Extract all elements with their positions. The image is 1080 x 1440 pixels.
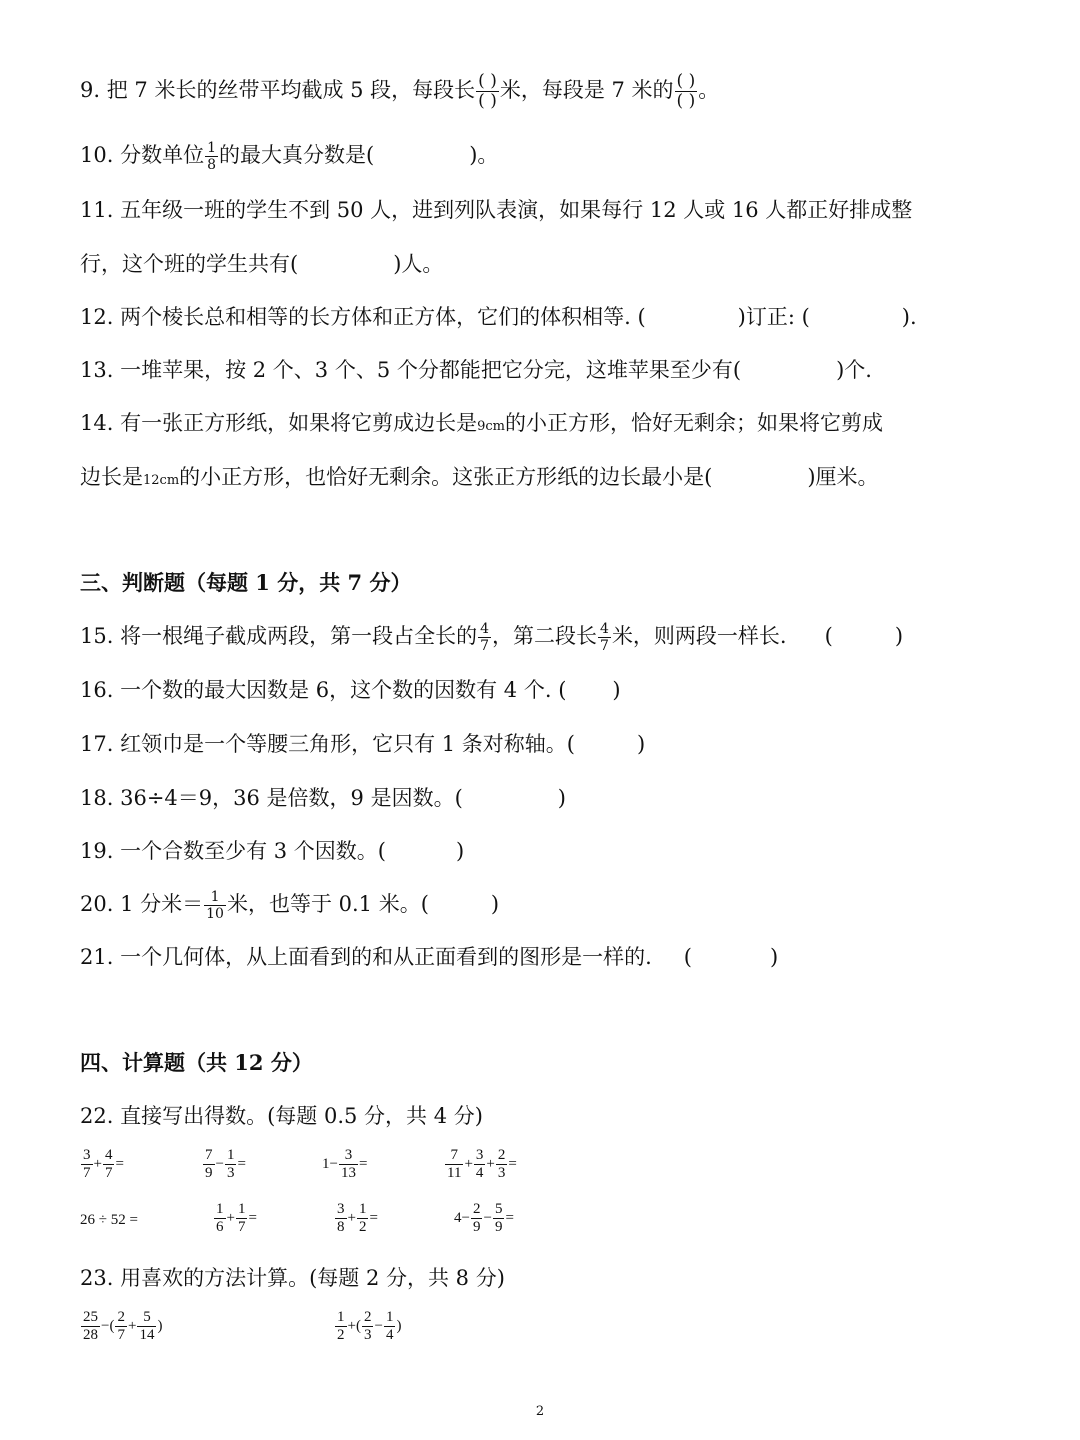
section-heading-judgment: 三、判断题（每题 1 分，共 7 分） — [80, 570, 412, 595]
calc-item[interactable]: $\frac{1}{2}$ +( $\frac{2}{3}$ − $\frac{1}{4}$ ) — [337, 1309, 402, 1343]
question-text: )个. — [836, 358, 872, 382]
question-21 — [80, 942, 1010, 972]
fraction — [478, 622, 491, 653]
question-text: 用喜欢的方法计算。(每题 2 分，共 8 分) — [120, 1266, 505, 1290]
question-14 — [80, 408, 1010, 442]
denominator: ( ) — [676, 91, 696, 111]
calc-item[interactable]: 26 ÷ 52 = — [80, 1212, 138, 1228]
question-13 — [80, 355, 1010, 385]
calc-item[interactable]: $\frac{25}{28}$ −( $\frac{2}{7}$ + $\frac{5}{14}$ ) — [83, 1309, 163, 1343]
calc-item[interactable]: $\frac{1}{6}$ + $\frac{1}{7}$ = — [216, 1201, 257, 1235]
question-17 — [80, 729, 1010, 759]
question-14-line-2 — [80, 462, 1010, 496]
fraction — [204, 890, 226, 921]
question-9 — [80, 73, 1010, 110]
question-number: 23. — [80, 1266, 114, 1290]
denominator: 10 — [206, 906, 224, 922]
calc-item[interactable]: $\frac{3}{7}$ + $\frac{4}{7}$ = — [83, 1147, 124, 1181]
denominator: 8 — [207, 157, 217, 173]
question-text: ) — [490, 892, 500, 916]
question-text: 将一根绳子截成两段，第一段占全长的 — [120, 624, 478, 648]
answer-paren-close: ) — [769, 945, 779, 969]
question-text: 分数单位 — [120, 143, 205, 167]
question-text: 两个棱长总和相等的长方体和正方体，它们的体积相等. ( — [120, 305, 646, 329]
question-text: 米，也等于 0.1 米。( — [226, 892, 429, 916]
denominator: ( ) — [478, 91, 497, 111]
question-text: 的小正方形，恰好无剩余；如果将它剪成 — [504, 411, 883, 435]
section-heading-calculation: 四、计算题（共 12 分） — [80, 1050, 313, 1075]
question-number: 13. — [80, 358, 114, 382]
question-16 — [80, 675, 1010, 705]
question-23 — [80, 1263, 1010, 1293]
question-text: 直接写出得数。(每题 0.5 分，共 4 分) — [120, 1104, 483, 1128]
question-text: )厘米。 — [807, 465, 879, 489]
unit-text: 9cm — [477, 419, 505, 434]
answer-paren-close: ) — [894, 624, 904, 648]
calc-item[interactable]: 1− $\frac{3}{13}$ = — [322, 1147, 368, 1181]
numerator: 1 — [210, 889, 220, 905]
question-19 — [80, 836, 1010, 866]
question-text: 的小正方形，也恰好无剩余。这张正方形纸的边长最小是( — [179, 465, 713, 489]
question-text: 一个数的最大因数是 6，这个数的因数有 4 个. ( — [120, 678, 567, 702]
question-number: 14. — [80, 411, 114, 435]
question-text: ) — [456, 839, 465, 863]
question-number: 15. — [80, 624, 114, 648]
fraction — [205, 141, 218, 172]
question-text: 。 — [698, 78, 720, 102]
fraction — [598, 622, 611, 653]
page-number: 2 — [535, 1404, 545, 1419]
question-text: 红领巾是一个等腰三角形，它只有 1 条对称轴。( — [120, 732, 575, 756]
question-11-line-2 — [80, 249, 1010, 279]
question-text: ) — [612, 678, 621, 702]
question-text: 36÷4＝9，36 是倍数，9 是因数。( — [120, 786, 463, 810]
question-number: 11. — [80, 198, 114, 222]
question-12 — [80, 302, 1010, 332]
question-text: 边长是 — [80, 465, 143, 489]
question-text: )。 — [469, 143, 499, 167]
question-number: 20. — [80, 892, 114, 916]
question-number: 9. — [80, 78, 101, 102]
question-text: ，第二段长 — [492, 624, 598, 648]
question-20 — [80, 889, 1010, 921]
question-18 — [80, 783, 1010, 813]
calc-item[interactable]: 4− $\frac{2}{9}$ − $\frac{5}{9}$ = — [454, 1201, 514, 1235]
question-text: 米，则两段一样长. — [611, 624, 787, 648]
question-22 — [80, 1101, 1010, 1131]
question-10 — [80, 140, 1010, 172]
question-text: ). — [901, 305, 917, 329]
calc-item[interactable]: $\frac{7}{9}$ − $\frac{1}{3}$ = — [205, 1147, 246, 1181]
question-number: 22. — [80, 1104, 114, 1128]
question-15 — [80, 621, 1010, 653]
question-text: 的最大真分数是( — [219, 143, 375, 167]
numerator: 4 — [600, 621, 609, 637]
question-text: 一个几何体，从上面看到的和从正面看到的图形是一样的. — [120, 945, 652, 969]
unit-text: 12cm — [143, 473, 180, 488]
question-number: 18. — [80, 786, 114, 810]
question-text: )订正: ( — [737, 305, 810, 329]
question-text: 五年级一班的学生不到 50 人，进到列队表演，如果每行 12 人或 16 人都正好排成整 — [120, 198, 913, 222]
question-number: 19. — [80, 839, 114, 863]
question-number: 21. — [80, 945, 114, 969]
question-text: 行，这个班的学生共有( — [80, 252, 299, 276]
numerator: ( ) — [478, 71, 497, 91]
question-text: 米，每段是 7 米的 — [499, 78, 674, 102]
numerator: ( ) — [676, 71, 696, 91]
question-number: 16. — [80, 678, 114, 702]
numerator: 1 — [207, 140, 217, 156]
question-text: 有一张正方形纸，如果将它剪成边长是 — [120, 411, 478, 435]
question-text: )人。 — [393, 252, 444, 276]
question-text: ) — [637, 732, 646, 756]
question-text: 一堆苹果，按 2 个、3 个、5 个分都能把它分完，这堆苹果至少有( — [120, 358, 742, 382]
question-number: 10. — [80, 143, 114, 167]
question-text: 1 分米＝ — [120, 892, 204, 916]
denominator: 7 — [480, 638, 490, 654]
fraction-blank[interactable] — [675, 73, 698, 110]
answer-paren-open: ( — [683, 945, 692, 969]
question-text: 一个合数至少有 3 个因数。( — [120, 839, 386, 863]
answer-paren-open: ( — [824, 624, 833, 648]
calc-item[interactable]: $\frac{7}{11}$ + $\frac{3}{4}$ + $\frac{2}{3}$ = — [447, 1147, 517, 1181]
question-text: 把 7 米长的丝带平均截成 5 段，每段长 — [106, 78, 476, 102]
fraction-blank[interactable] — [476, 73, 499, 110]
question-11 — [80, 195, 1010, 225]
numerator: 4 — [480, 621, 490, 637]
question-number: 12. — [80, 305, 114, 329]
question-text: ) — [557, 786, 566, 810]
question-number: 17. — [80, 732, 114, 756]
denominator: 7 — [600, 638, 609, 654]
calc-item[interactable]: $\frac{3}{8}$ + $\frac{1}{2}$ = — [337, 1201, 378, 1235]
